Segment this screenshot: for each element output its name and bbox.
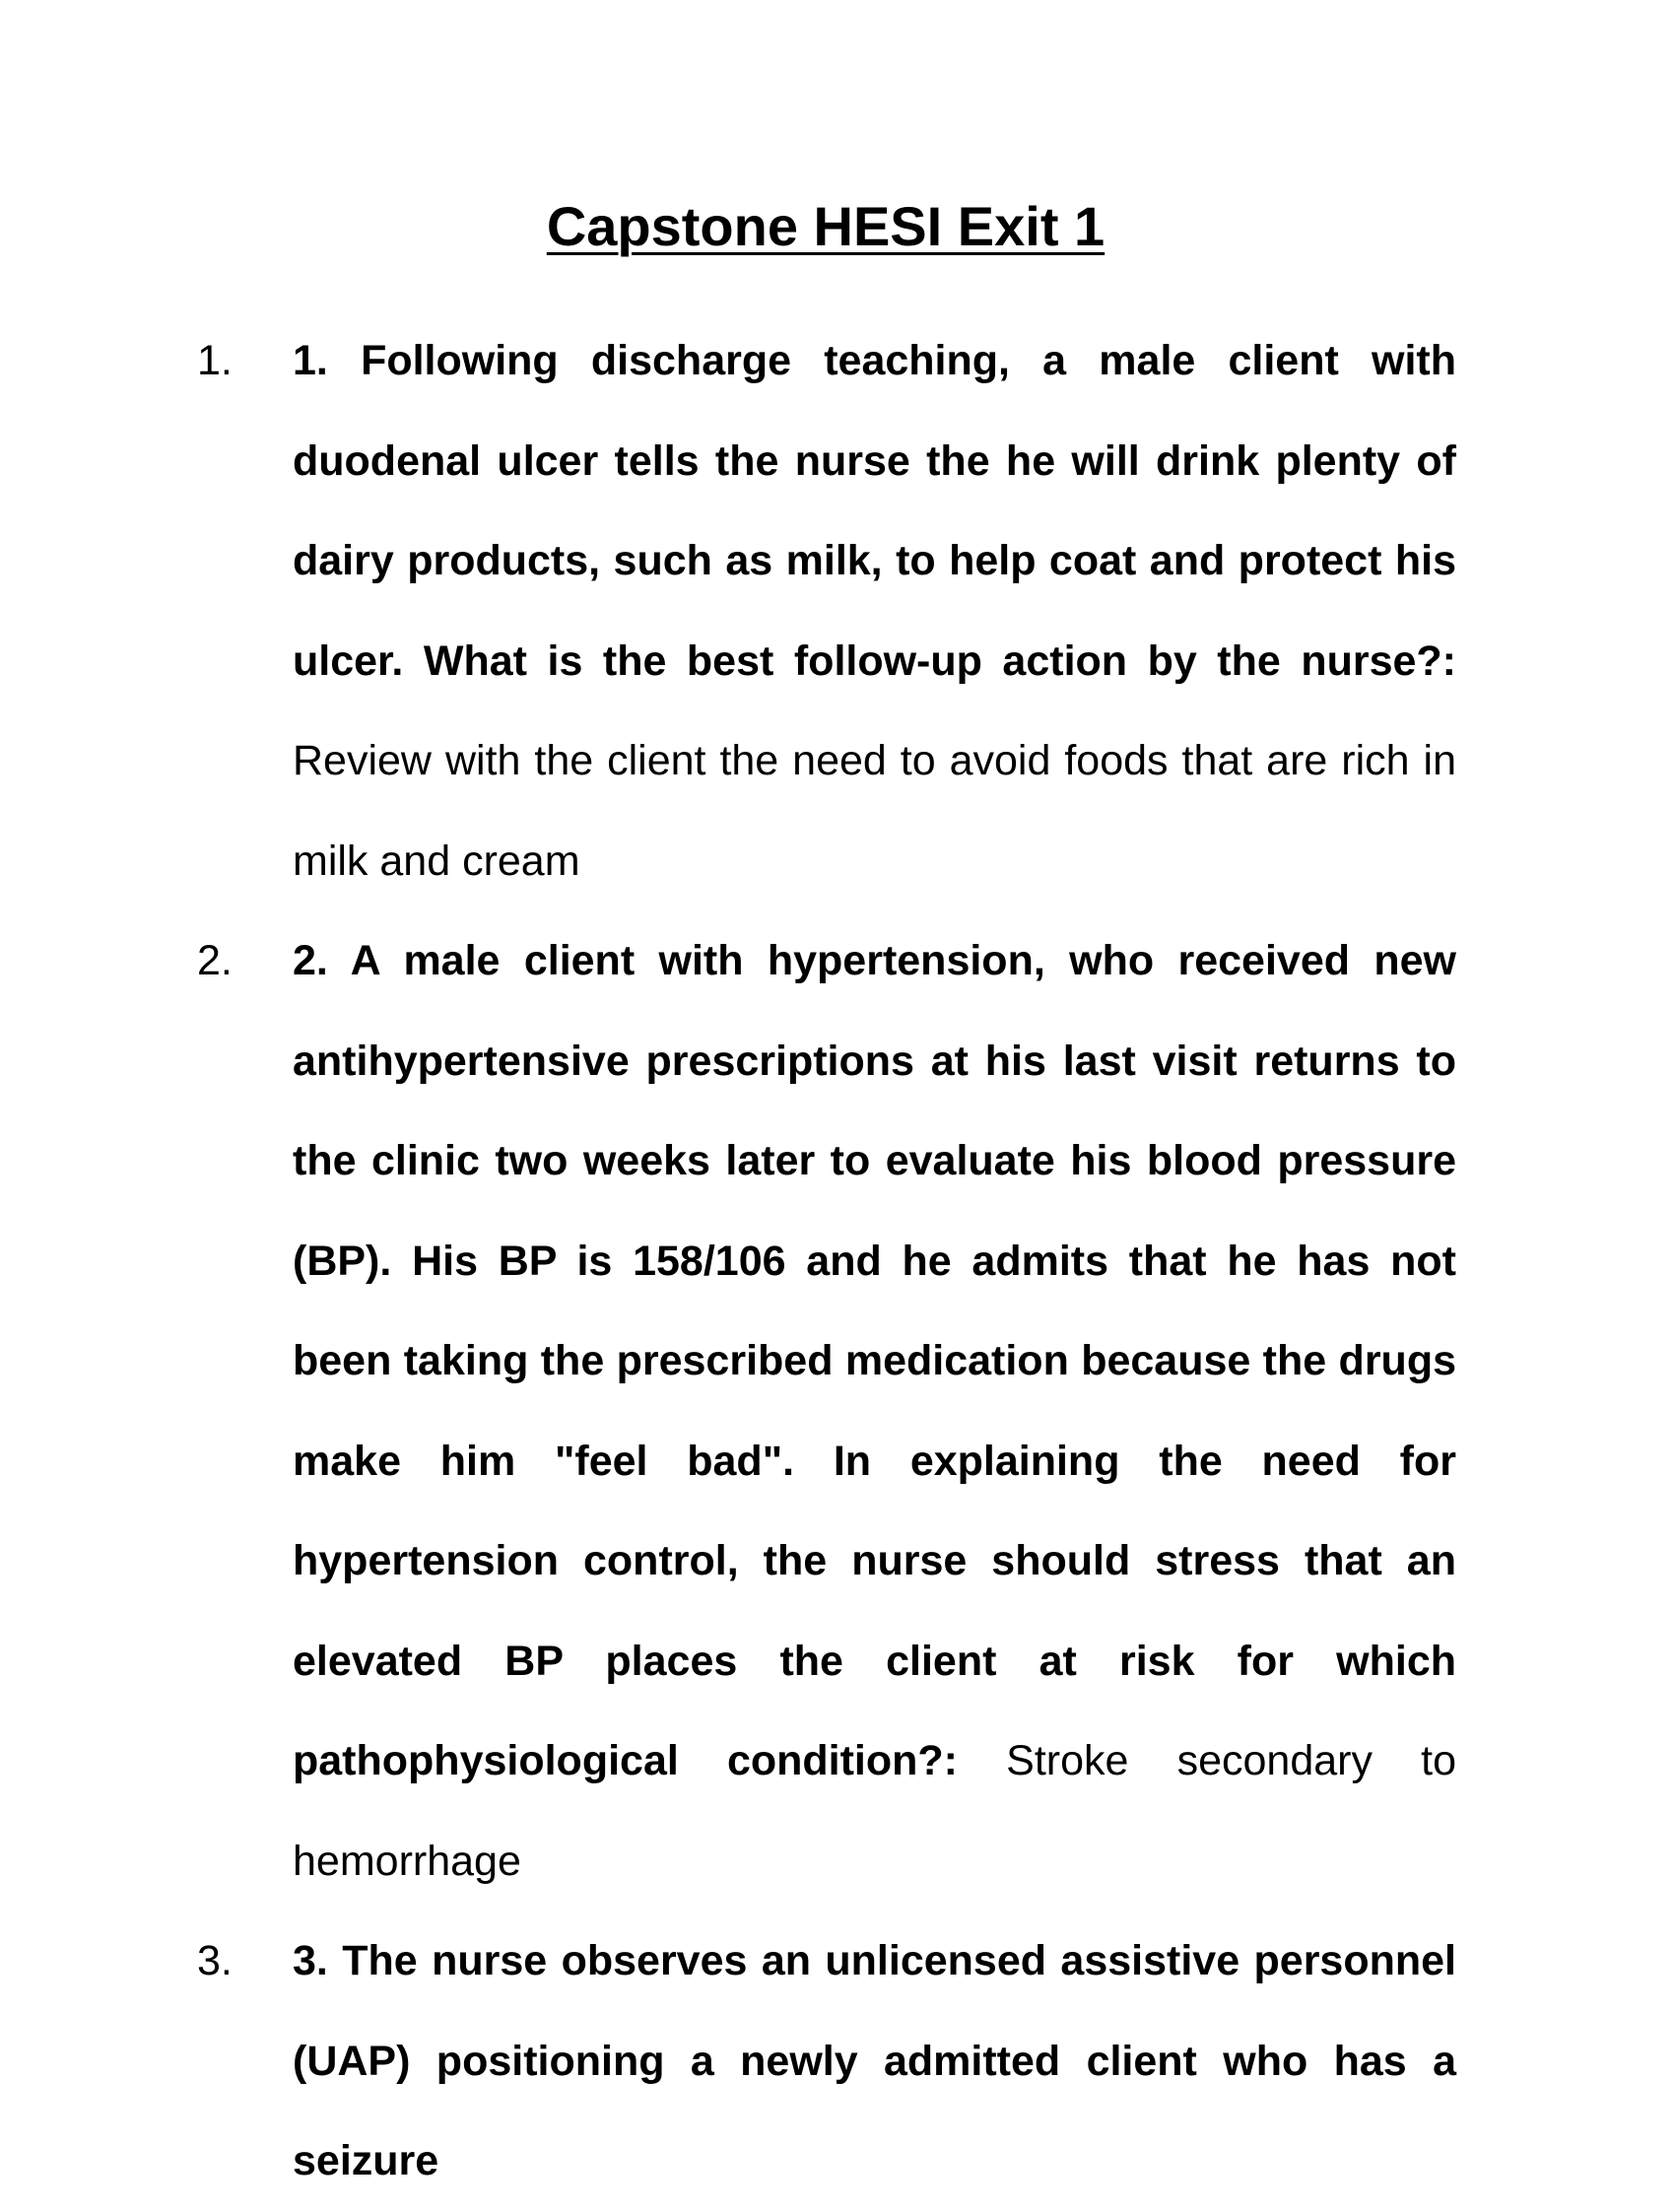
question-text: 3. The nurse observes an unlicensed assistive personnel (UAP) positioning a newly admitted client who has a seizure — [293, 1937, 1456, 2184]
question-item-1 — [197, 311, 1456, 911]
answer-text: Review with the client the need to avoid foods that are rich in milk and cream — [293, 737, 1456, 885]
item-number: 2. — [197, 937, 233, 984]
page-title: Capstone HESI Exit 1 — [546, 195, 1106, 257]
question-list — [197, 311, 1456, 2212]
question-item-3 — [197, 1911, 1456, 2212]
item-number: 1. — [197, 337, 233, 384]
question-text: 1. Following discharge teaching, a male client with duodenal ulcer tells the nurse the he will drink plenty of dairy products, such as milk, to help coat and protect his ulcer. What is the best follow-up action by the nurse?: — [293, 337, 1456, 685]
answer-text: Stroke secondary to hemorrhage — [293, 1737, 1456, 1885]
question-text: 2. A male client with hypertension, who received new antihypertensive prescriptions at his last visit returns to the clinic two weeks later to evaluate his blood pressure (BP). His BP is 158/106 and he admits that he has not been taking the prescribed medication because the drugs make him "feel bad". In explaining the need for hypertension control, the nurse should stress that an elevated BP places the client at risk for which pathophysiological condition?: — [293, 937, 1456, 1784]
item-number: 3. — [197, 1937, 233, 1984]
question-item-2 — [197, 911, 1456, 1911]
